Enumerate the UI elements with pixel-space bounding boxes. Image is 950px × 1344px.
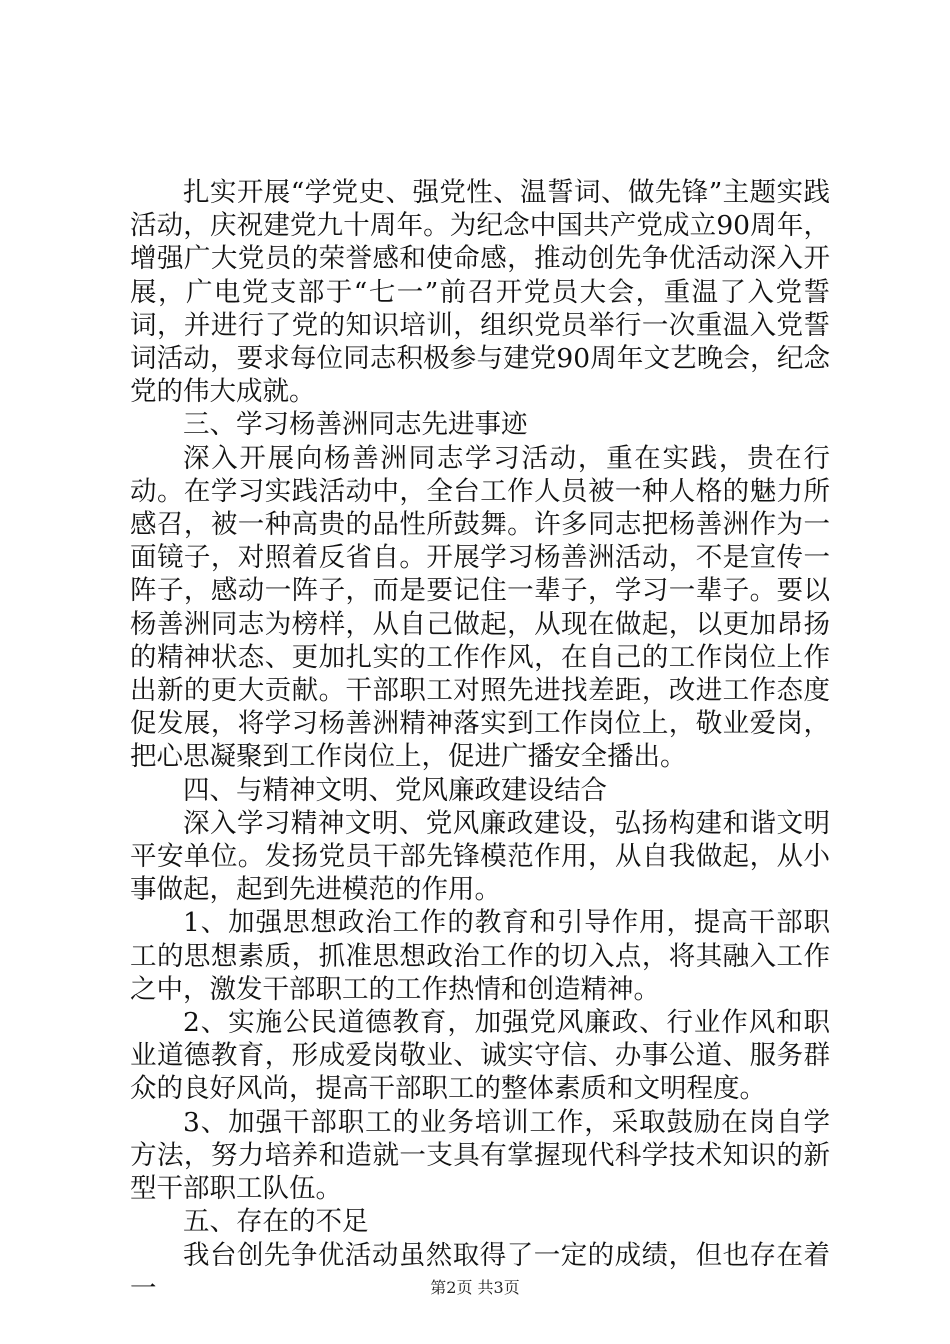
document-body: [130, 176, 830, 1305]
paragraph-civilization: 深入学习精神文明、党风廉政建设，弘扬构建和谐文明平安单位。发扬党员干部先锋模范作用，从自我做起，从小事做起，起到先进模范的作用。: [130, 807, 830, 906]
paragraph-shortcomings: 我台创先争优活动虽然取得了一定的成绩，但也存在着一: [130, 1239, 830, 1304]
paragraph-yang-shanzhou: 深入开展向杨善洲同志学习活动，重在实践，贵在行动。在学习实践活动中，全台工作人员被一种人格的魅力所感召，被一种高贵的品性所鼓舞。许多同志把杨善洲作为一面镜子，对照着反省自。开展学习杨善洲活动，不是宣传一阵子，感动一阵子，而是要记住一辈子，学习一辈子。要以杨善洲同志为榜样，从自己做起，从现在做起，以更加昂扬的精神状态、更加扎实的工作作风，在自己的工作岗位上作出新的更大贡献。干部职工对照先进找差距，改进工作态度促发展，将学习杨善洲精神落实到工作岗位上，敬业爱岗，把心思凝聚到工作岗位上，促进广播安全播出。: [130, 442, 830, 773]
list-item-3: 3、加强干部职工的业务培训工作，采取鼓励在岗自学方法，努力培养和造就一支具有掌握现代科学技术知识的新型干部职工队伍。: [130, 1106, 830, 1205]
page-number-footer: 第2页 共3页: [430, 1278, 520, 1297]
list-item-1: 1、加强思想政治工作的教育和引导作用，提高干部职工的思想素质，抓准思想政治工作的切入点，将其融入工作之中，激发干部职工的工作热情和创造精神。: [130, 907, 830, 1005]
section-heading-4: 四、与精神文明、党风廉政建设结合: [183, 774, 607, 806]
section-heading-3: 三、学习杨善洲同志先进事迹: [183, 409, 528, 441]
paragraph-activity-intro: 扎实开展“学党史、强党性、温誓词、做先锋”主题实践活动，庆祝建党九十周年。为纪念中国共产党成立90周年，增强广大党员的荣誉感和使命感，推动创先争优活动深入开展，广电党支部于“七一”前召开党员大会，重温了入党誓词，并进行了党的知识培训，组织党员举行一次重温入党誓词活动，要求每位同志积极参与建党90周年文艺晚会，纪念党的伟大成就。: [130, 177, 830, 408]
section-heading-5: 五、存在的不足: [183, 1206, 369, 1238]
list-item-2: 2、实施公民道德教育，加强党风廉政、行业作风和职业道德教育，形成爱岗敬业、诚实守信、办事公道、服务群众的良好风尚，提高干部职工的整体素质和文明程度。: [130, 1007, 830, 1105]
